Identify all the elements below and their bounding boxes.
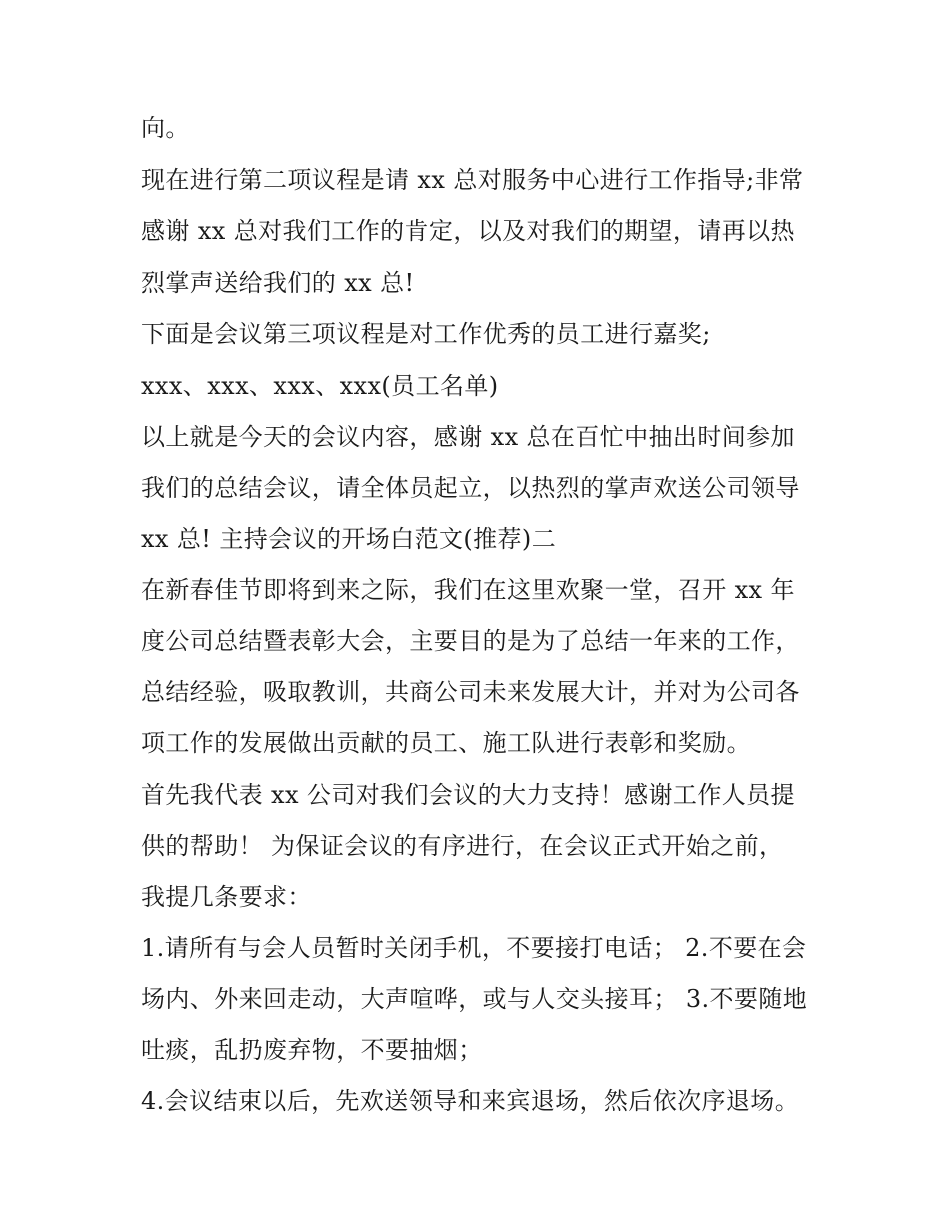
text-line: 烈掌声送给我们的 xx 总!	[141, 269, 415, 297]
text-line: 场内、外来回走动，大声喧哗，或与人交头接耳； 3.不要随地	[141, 985, 808, 1013]
text-line: 现在进行第二项议程是请 xx 总对服务中心进行工作指导;非常	[141, 166, 804, 194]
text-line: 首先我代表 xx 公司对我们会议的大力支持！感谢工作人员提	[141, 781, 795, 809]
text-line: 感谢 xx 总对我们工作的肯定，以及对我们的期望，请再以热	[141, 217, 795, 245]
text-line: 1.请所有与会人员暂时关闭手机，不要接打电话； 2.不要在会	[141, 934, 807, 962]
text-line: 项工作的发展做出贡献的员工、施工队进行表彰和奖励。	[141, 729, 751, 757]
text-line: xxx、xxx、xxx、xxx(员工名单)	[141, 372, 499, 400]
text-line: 我提几条要求：	[141, 883, 312, 911]
text-line: 以上就是今天的会议内容，感谢 xx 总在百忙中抽出时间参加	[141, 423, 795, 451]
text-line: 供的帮助！ 为保证会议的有序进行，在会议正式开始之前，	[141, 832, 784, 860]
text-line: 向。	[141, 114, 190, 142]
text-line: 总结经验，吸取教训，共商公司未来发展大计，并对为公司各	[141, 678, 800, 706]
text-line: 吐痰，乱扔废弃物，不要抽烟；	[141, 1036, 483, 1064]
text-line: 我们的总结会议，请全体员起立，以热烈的掌声欢送公司领导	[141, 474, 800, 502]
text-line: 下面是会议第三项议程是对工作优秀的员工进行嘉奖;	[141, 320, 711, 348]
text-line: 度公司总结暨表彰大会，主要目的是为了总结一年来的工作，	[141, 627, 800, 655]
text-line: 4.会议结束以后，先欢送领导和来宾退场，然后依次序退场。	[141, 1087, 800, 1115]
text-line: xx 总! 主持会议的开场白范文(推荐)二	[141, 525, 557, 553]
text-line: 在新春佳节即将到来之际，我们在这里欢聚一堂，召开 xx 年	[141, 576, 795, 604]
